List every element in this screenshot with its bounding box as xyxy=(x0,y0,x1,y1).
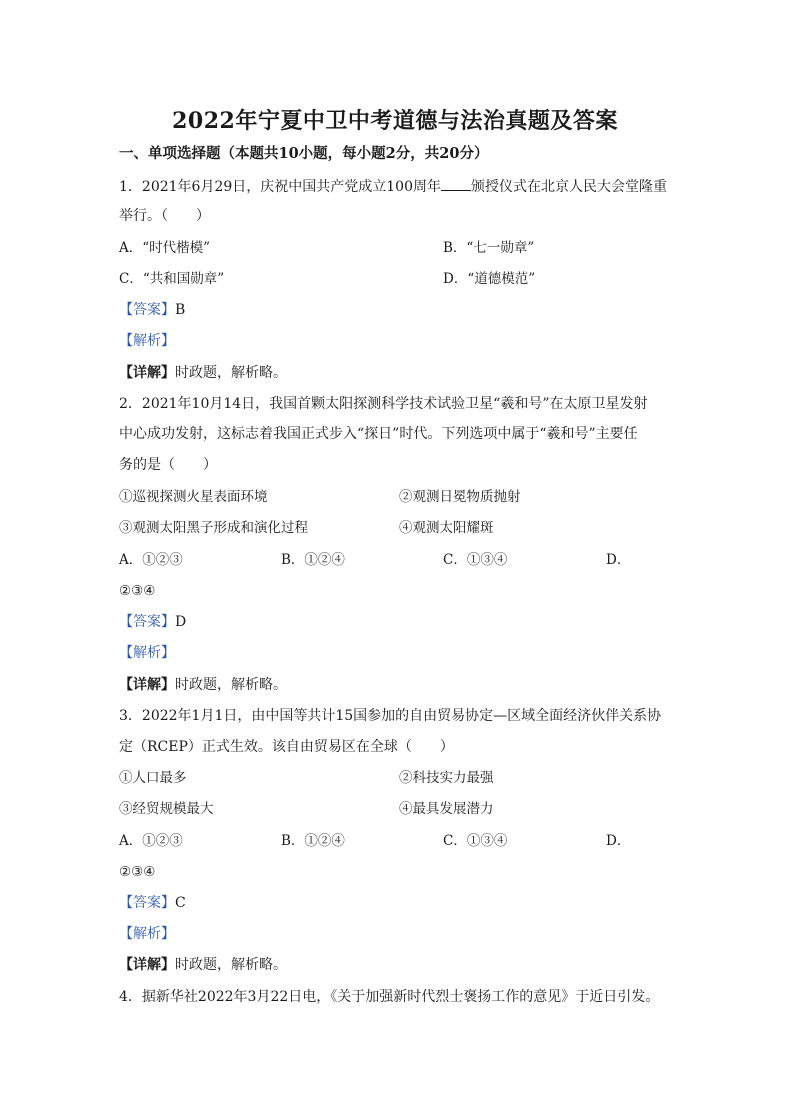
q3-option-d: D． xyxy=(606,833,631,849)
q3-answer-row xyxy=(119,893,186,913)
q2-option-a: A．①②③ xyxy=(119,552,183,568)
q2-item-3: ③观测太阳黑子形成和演化过程 xyxy=(119,520,308,536)
q1-detail-text: 时政题，解析略。 xyxy=(175,365,287,381)
q2-stem-line1: 2．2021年10月14日，我国首颗太阳探测科学技术试验卫星“羲和号”在太原卫星发射 xyxy=(119,396,648,412)
q2-answer-row xyxy=(119,612,186,632)
q2-detail-row xyxy=(119,675,287,695)
q3-answer-value: C xyxy=(175,895,186,911)
q3-option-a: A．①②③ xyxy=(119,833,183,849)
q2-detail-text: 时政题，解析略。 xyxy=(175,677,287,693)
q2-stem-line2: 中心成功发射，这标志着我国正式步入“探日”时代。下列选项中属于“羲和号”主要任 xyxy=(119,426,638,442)
q1-stem-line2: 举行。（ ） xyxy=(119,208,210,224)
detail-tag: 【详解】 xyxy=(119,957,175,973)
q1-answer-blank xyxy=(441,176,471,191)
q3-stem-line2: 定（RCEP）正式生效。该自由贸易区在全球（ ） xyxy=(119,739,454,755)
q1-stem-line1 xyxy=(119,176,667,197)
q1-option-b: B．“七一勋章” xyxy=(443,240,535,256)
q3-option-c: C．①③④ xyxy=(443,833,508,849)
q3-option-b: B．①②④ xyxy=(281,833,345,849)
q4-stem-line1: 4．据新华社2022年3月22日电，《关于加强新时代烈士褒扬工作的意见》于近日引发。 xyxy=(119,989,660,1005)
q1-option-c: C．“共和国勋章” xyxy=(119,271,225,287)
q3-stem-line1: 3．2022年1月1日，由中国等共计15国参加的自由贸易协定—区域全面经济伙伴关系协 xyxy=(119,708,662,724)
q1-option-d: D．“道德模范” xyxy=(443,271,536,287)
q2-option-d-continued: ②③④ xyxy=(119,583,156,599)
q1-stem-before-blank: 1．2021年6月29日，庆祝中国共产党成立100周年 xyxy=(119,179,441,195)
q2-item-4: ④观测太阳耀斑 xyxy=(399,520,494,536)
q1-detail-row xyxy=(119,363,287,383)
q2-stem-line3: 务的是（ ） xyxy=(119,457,217,473)
answer-tag: 【答案】 xyxy=(119,302,175,318)
q2-option-b: B．①②④ xyxy=(281,552,345,568)
q3-item-2: ②科技实力最强 xyxy=(399,770,494,786)
detail-tag: 【详解】 xyxy=(119,677,175,693)
q3-item-4: ④最具发展潜力 xyxy=(399,801,494,817)
q2-item-1: ①巡视探测火星表面环境 xyxy=(119,489,268,505)
q2-option-d: D． xyxy=(606,552,631,568)
q3-option-d-continued: ②③④ xyxy=(119,864,156,880)
q1-analysis-tag: 【解析】 xyxy=(119,333,175,349)
detail-tag: 【详解】 xyxy=(119,365,175,381)
q1-option-a: A．“时代楷模” xyxy=(119,240,211,256)
page-title: 2022年宁夏中卫中考道德与法治真题及答案 xyxy=(172,108,618,134)
q1-answer-row xyxy=(119,300,185,320)
q2-analysis-tag: 【解析】 xyxy=(119,645,175,661)
q3-detail-row xyxy=(119,955,287,975)
q3-analysis-tag: 【解析】 xyxy=(119,926,175,942)
q1-stem-after-blank: 颁授仪式在北京人民大会堂隆重 xyxy=(470,179,667,195)
q1-answer-value: B xyxy=(175,302,186,318)
q3-detail-text: 时政题，解析略。 xyxy=(175,957,287,973)
q3-item-3: ③经贸规模最大 xyxy=(119,801,214,817)
q2-answer-value: D xyxy=(175,614,187,630)
answer-tag: 【答案】 xyxy=(119,895,175,911)
q2-item-2: ②观测日冕物质抛射 xyxy=(399,489,521,505)
answer-tag: 【答案】 xyxy=(119,614,175,630)
section-heading: 一、单项选择题（本题共10小题，每小题2分，共20分） xyxy=(119,145,489,162)
q2-option-c: C．①③④ xyxy=(443,552,508,568)
q3-item-1: ①人口最多 xyxy=(119,770,187,786)
